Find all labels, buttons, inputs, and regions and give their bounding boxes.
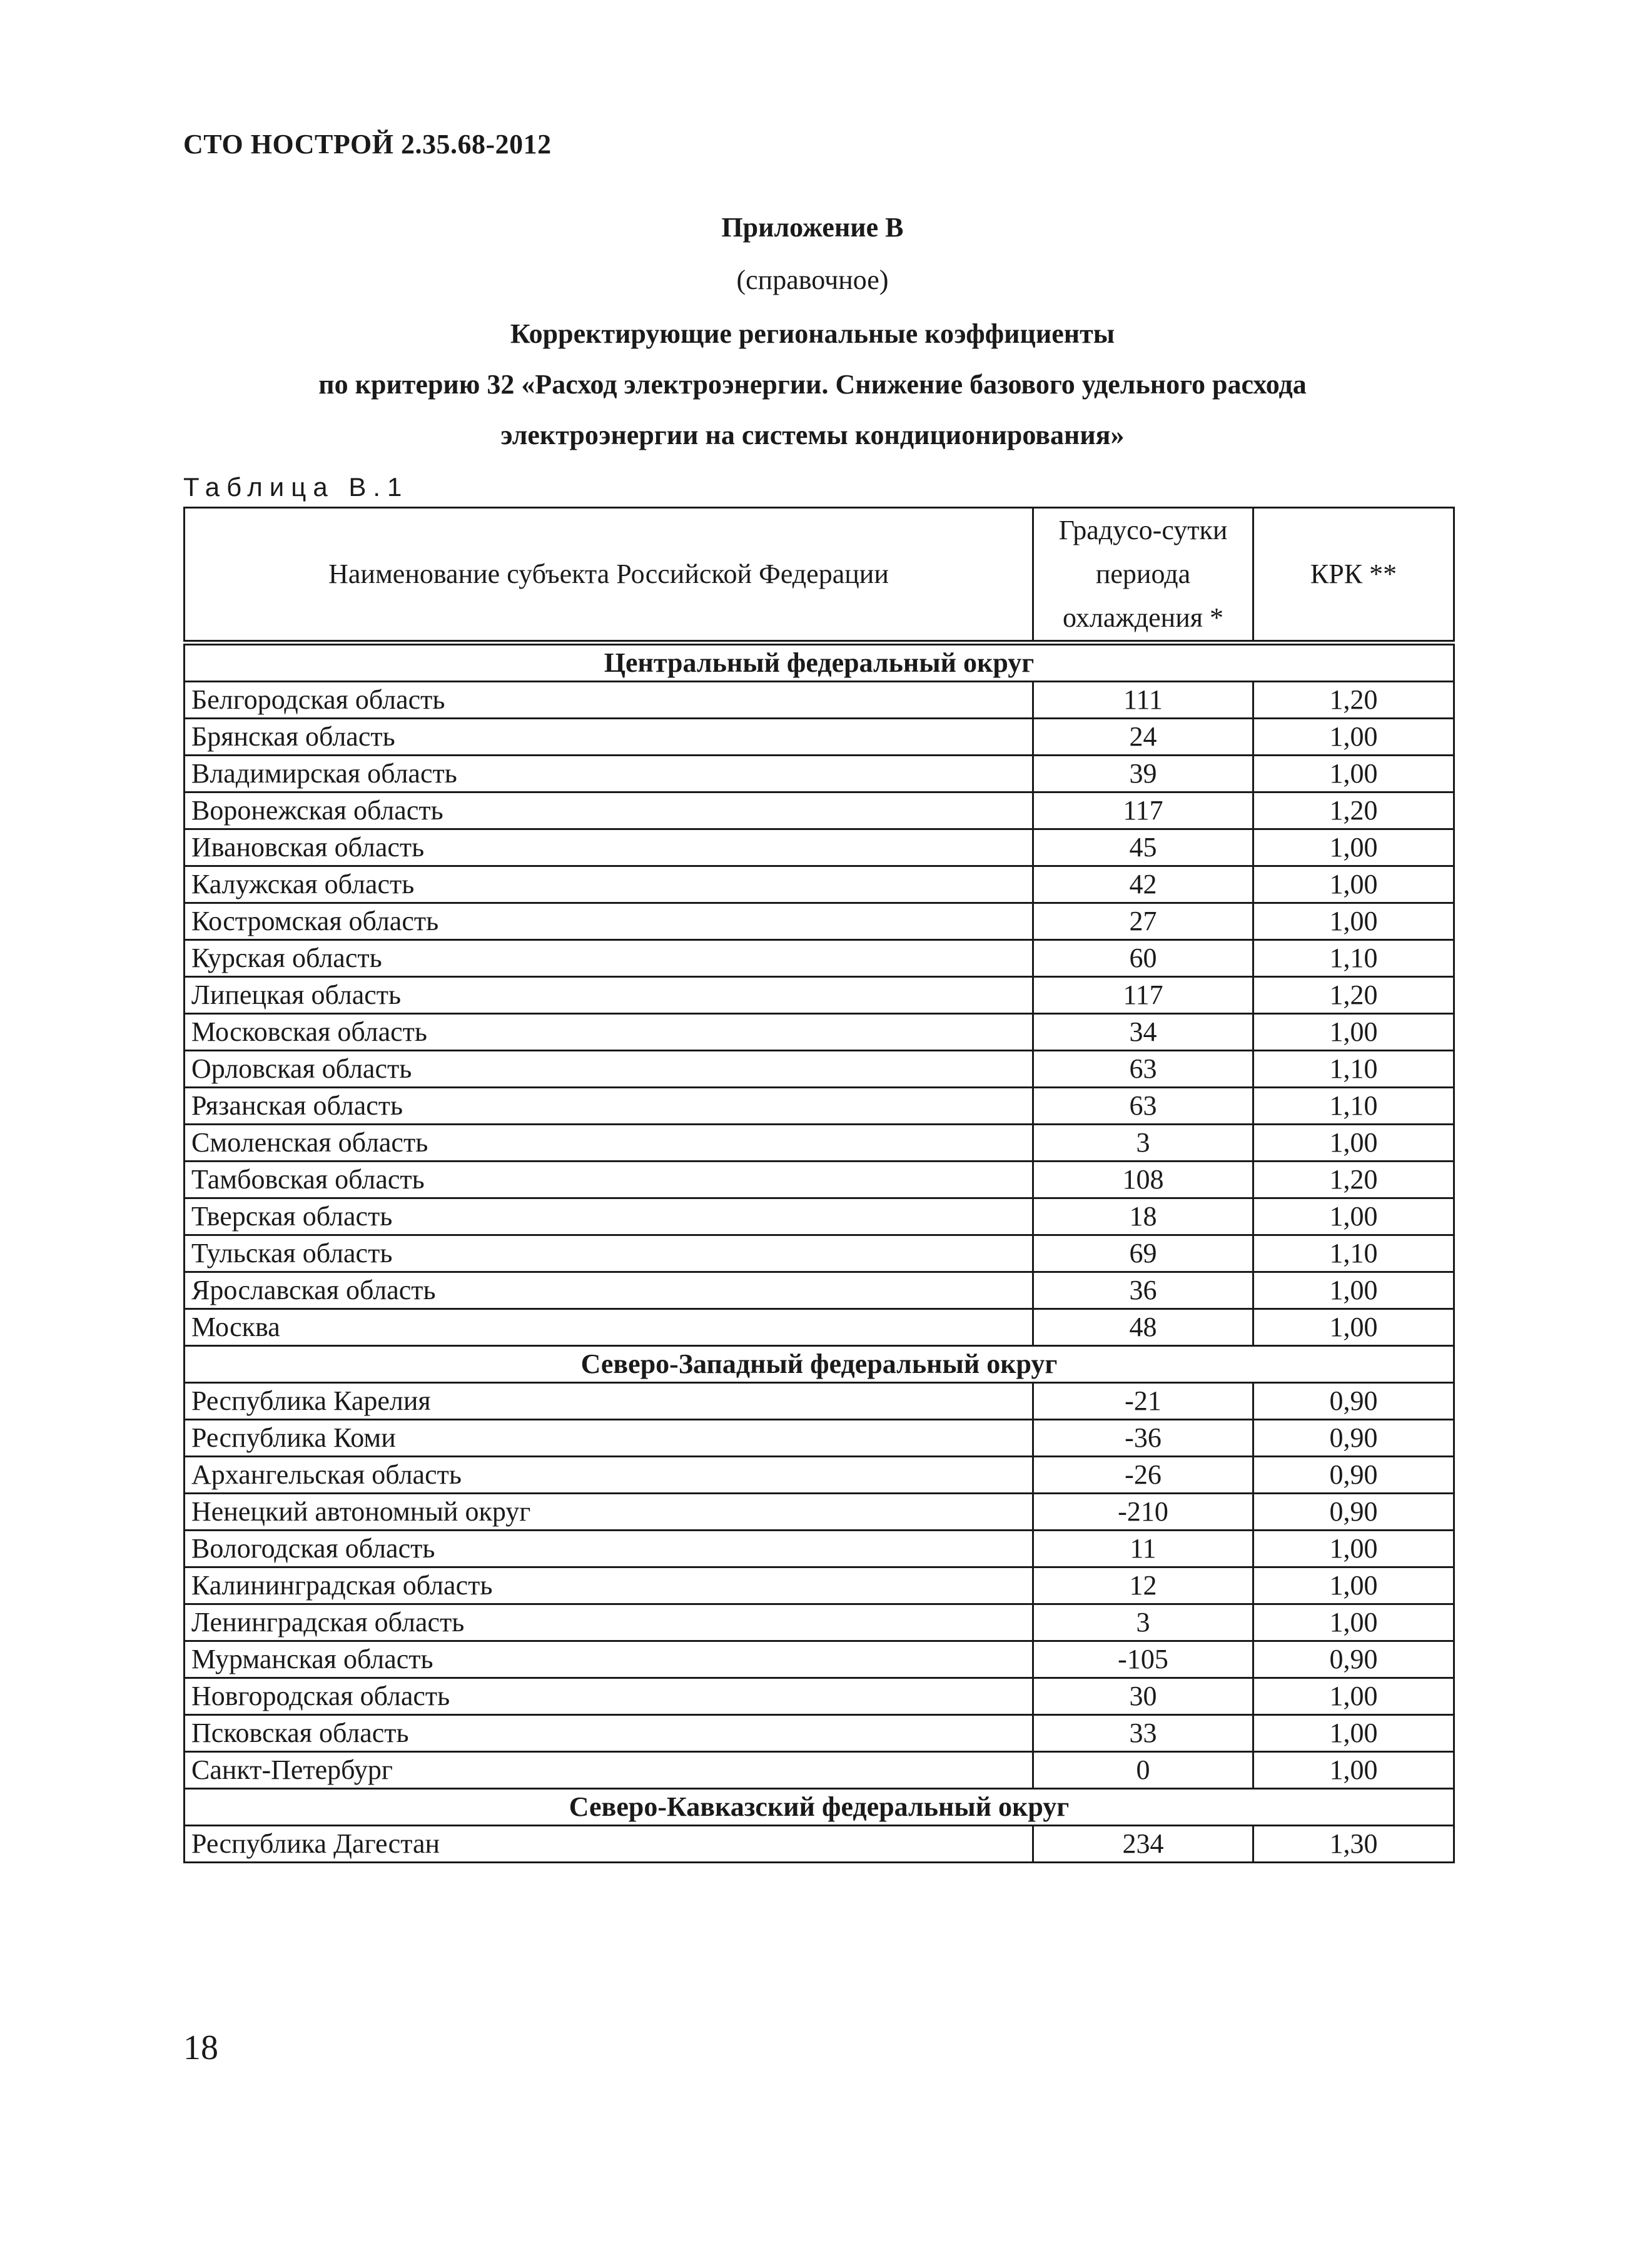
- krk-cell: 1,00: [1253, 1715, 1454, 1752]
- coefficients-table: [183, 507, 1455, 1863]
- region-name-cell: Орловская область: [185, 1051, 1033, 1088]
- table-row: [185, 977, 1454, 1014]
- page-number: 18: [183, 2028, 218, 2067]
- region-name-cell: Белгородская область: [185, 682, 1033, 719]
- region-name-cell: Вологодская область: [185, 1531, 1033, 1567]
- table-row: [185, 1641, 1454, 1678]
- region-name-cell: Новгородская область: [185, 1678, 1033, 1715]
- region-name-cell: Московская область: [185, 1014, 1033, 1051]
- degree-days-cell: 108: [1033, 1162, 1253, 1198]
- degree-days-cell: 3: [1033, 1604, 1253, 1641]
- region-name-cell: Москва: [185, 1309, 1033, 1346]
- table-row: [185, 1162, 1454, 1198]
- region-name-cell: Ленинградская область: [185, 1604, 1033, 1641]
- table-row: [185, 1826, 1454, 1863]
- table-row: [185, 1051, 1454, 1088]
- region-name-cell: Рязанская область: [185, 1088, 1033, 1125]
- krk-cell: 1,20: [1253, 977, 1454, 1014]
- krk-cell: 1,10: [1253, 940, 1454, 977]
- krk-cell: 1,00: [1253, 1567, 1454, 1604]
- degree-days-cell: 11: [1033, 1531, 1253, 1567]
- table-row: [185, 682, 1454, 719]
- region-name-cell: Воронежская область: [185, 792, 1033, 829]
- region-name-cell: Санкт-Петербург: [185, 1752, 1033, 1789]
- degree-days-cell: 42: [1033, 866, 1253, 903]
- table-row: [185, 1531, 1454, 1567]
- degree-days-cell: 27: [1033, 903, 1253, 940]
- degree-days-cell: -210: [1033, 1494, 1253, 1531]
- table-row: [185, 1604, 1454, 1641]
- region-name-cell: Республика Дагестан: [185, 1826, 1033, 1863]
- degree-days-cell: 12: [1033, 1567, 1253, 1604]
- region-name-cell: Калининградская область: [185, 1567, 1033, 1604]
- degree-days-cell: 60: [1033, 940, 1253, 977]
- degree-days-cell: 0: [1033, 1752, 1253, 1789]
- region-name-cell: Владимирская область: [185, 756, 1033, 792]
- krk-cell: 0,90: [1253, 1383, 1454, 1420]
- group-row: [185, 643, 1454, 682]
- column-header-degree-days: Градусо-сутки периода охлаждения *: [1033, 508, 1253, 643]
- degree-days-cell: 69: [1033, 1235, 1253, 1272]
- region-name-cell: Ярославская область: [185, 1272, 1033, 1309]
- krk-cell: 1,20: [1253, 1162, 1454, 1198]
- region-name-cell: Архангельская область: [185, 1457, 1033, 1494]
- degree-days-cell: -36: [1033, 1420, 1253, 1457]
- krk-cell: 1,00: [1253, 1272, 1454, 1309]
- degree-days-cell: -26: [1033, 1457, 1253, 1494]
- table-row: [185, 1457, 1454, 1494]
- krk-cell: 1,00: [1253, 1604, 1454, 1641]
- table-row: [185, 1420, 1454, 1457]
- degree-days-cell: 63: [1033, 1088, 1253, 1125]
- table-row: [185, 719, 1454, 756]
- table-row: [185, 866, 1454, 903]
- region-name-cell: Тамбовская область: [185, 1162, 1033, 1198]
- degree-days-cell: 45: [1033, 829, 1253, 866]
- krk-cell: 1,00: [1253, 903, 1454, 940]
- region-name-cell: Курская область: [185, 940, 1033, 977]
- federal-district-heading: Центральный федеральный округ: [185, 643, 1454, 682]
- region-name-cell: Тверская область: [185, 1198, 1033, 1235]
- region-name-cell: Республика Коми: [185, 1420, 1033, 1457]
- column-header-krk: КРК **: [1253, 508, 1454, 643]
- krk-cell: 1,10: [1253, 1088, 1454, 1125]
- krk-cell: 1,20: [1253, 792, 1454, 829]
- appendix-caption-line1: Корректирующие региональные коэффициенты: [510, 318, 1115, 349]
- appendix-title: Приложение В: [721, 212, 904, 243]
- krk-cell: 1,20: [1253, 682, 1454, 719]
- region-name-cell: Ненецкий автономный округ: [185, 1494, 1033, 1531]
- group-row: [185, 1789, 1454, 1826]
- region-name-cell: Тульская область: [185, 1235, 1033, 1272]
- krk-cell: 1,00: [1253, 1678, 1454, 1715]
- degree-days-cell: 36: [1033, 1272, 1253, 1309]
- appendix-caption-line3: электроэнергии на системы кондиционирования»: [500, 420, 1125, 450]
- krk-cell: 0,90: [1253, 1494, 1454, 1531]
- degree-days-cell: 34: [1033, 1014, 1253, 1051]
- degree-days-cell: 234: [1033, 1826, 1253, 1863]
- krk-cell: 1,00: [1253, 756, 1454, 792]
- degree-days-cell: 24: [1033, 719, 1253, 756]
- degree-days-cell: 117: [1033, 792, 1253, 829]
- degree-days-cell: 63: [1033, 1051, 1253, 1088]
- table-row: [185, 1125, 1454, 1162]
- degree-days-cell: -105: [1033, 1641, 1253, 1678]
- table-row: [185, 1014, 1454, 1051]
- krk-cell: 1,00: [1253, 829, 1454, 866]
- table-row: [185, 1752, 1454, 1789]
- krk-cell: 1,00: [1253, 719, 1454, 756]
- region-name-cell: Республика Карелия: [185, 1383, 1033, 1420]
- krk-cell: 1,30: [1253, 1826, 1454, 1863]
- table-row: [185, 829, 1454, 866]
- table-row: [185, 1715, 1454, 1752]
- appendix-subtitle: (справочное): [736, 265, 889, 295]
- table-row: [185, 940, 1454, 977]
- table-row: [185, 1567, 1454, 1604]
- table-row: [185, 1494, 1454, 1531]
- degree-days-cell: 39: [1033, 756, 1253, 792]
- document-code: СТО НОСТРОЙ 2.35.68-2012: [183, 129, 552, 159]
- krk-cell: 1,00: [1253, 1125, 1454, 1162]
- table-row: [185, 1383, 1454, 1420]
- appendix-caption-line2: по критерию 32 «Расход электроэнергии. Снижение базового удельного расхода: [318, 369, 1307, 400]
- table-row: [185, 1088, 1454, 1125]
- krk-cell: 0,90: [1253, 1641, 1454, 1678]
- degree-days-cell: 111: [1033, 682, 1253, 719]
- table-row: [185, 756, 1454, 792]
- degree-days-cell: 48: [1033, 1309, 1253, 1346]
- region-name-cell: Мурманская область: [185, 1641, 1033, 1678]
- krk-cell: 1,00: [1253, 866, 1454, 903]
- region-name-cell: Ивановская область: [185, 829, 1033, 866]
- degree-days-cell: 117: [1033, 977, 1253, 1014]
- table-row: [185, 1678, 1454, 1715]
- region-name-cell: Псковская область: [185, 1715, 1033, 1752]
- group-row: [185, 1346, 1454, 1383]
- column-header-name: Наименование субъекта Российской Федерации: [185, 508, 1033, 643]
- table-row: [185, 1309, 1454, 1346]
- degree-days-cell: 3: [1033, 1125, 1253, 1162]
- table-label: Таблица В.1: [183, 472, 409, 502]
- region-name-cell: Калужская область: [185, 866, 1033, 903]
- table-row: [185, 1272, 1454, 1309]
- krk-cell: 1,00: [1253, 1309, 1454, 1346]
- krk-cell: 1,00: [1253, 1198, 1454, 1235]
- krk-cell: 0,90: [1253, 1457, 1454, 1494]
- table-body: [185, 643, 1454, 1863]
- region-name-cell: Брянская область: [185, 719, 1033, 756]
- region-name-cell: Костромская область: [185, 903, 1033, 940]
- region-name-cell: Липецкая область: [185, 977, 1033, 1014]
- region-name-cell: Смоленская область: [185, 1125, 1033, 1162]
- krk-cell: 1,10: [1253, 1051, 1454, 1088]
- krk-cell: 0,90: [1253, 1420, 1454, 1457]
- degree-days-cell: 30: [1033, 1678, 1253, 1715]
- table-row: [185, 1198, 1454, 1235]
- krk-cell: 1,00: [1253, 1752, 1454, 1789]
- federal-district-heading: Северо-Кавказский федеральный округ: [185, 1789, 1454, 1826]
- table-header-row: [185, 508, 1454, 643]
- table-row: [185, 1235, 1454, 1272]
- degree-days-cell: 33: [1033, 1715, 1253, 1752]
- table-row: [185, 903, 1454, 940]
- krk-cell: 1,00: [1253, 1531, 1454, 1567]
- krk-cell: 1,10: [1253, 1235, 1454, 1272]
- degree-days-cell: 18: [1033, 1198, 1253, 1235]
- krk-cell: 1,00: [1253, 1014, 1454, 1051]
- table-row: [185, 792, 1454, 829]
- degree-days-cell: -21: [1033, 1383, 1253, 1420]
- federal-district-heading: Северо-Западный федеральный округ: [185, 1346, 1454, 1383]
